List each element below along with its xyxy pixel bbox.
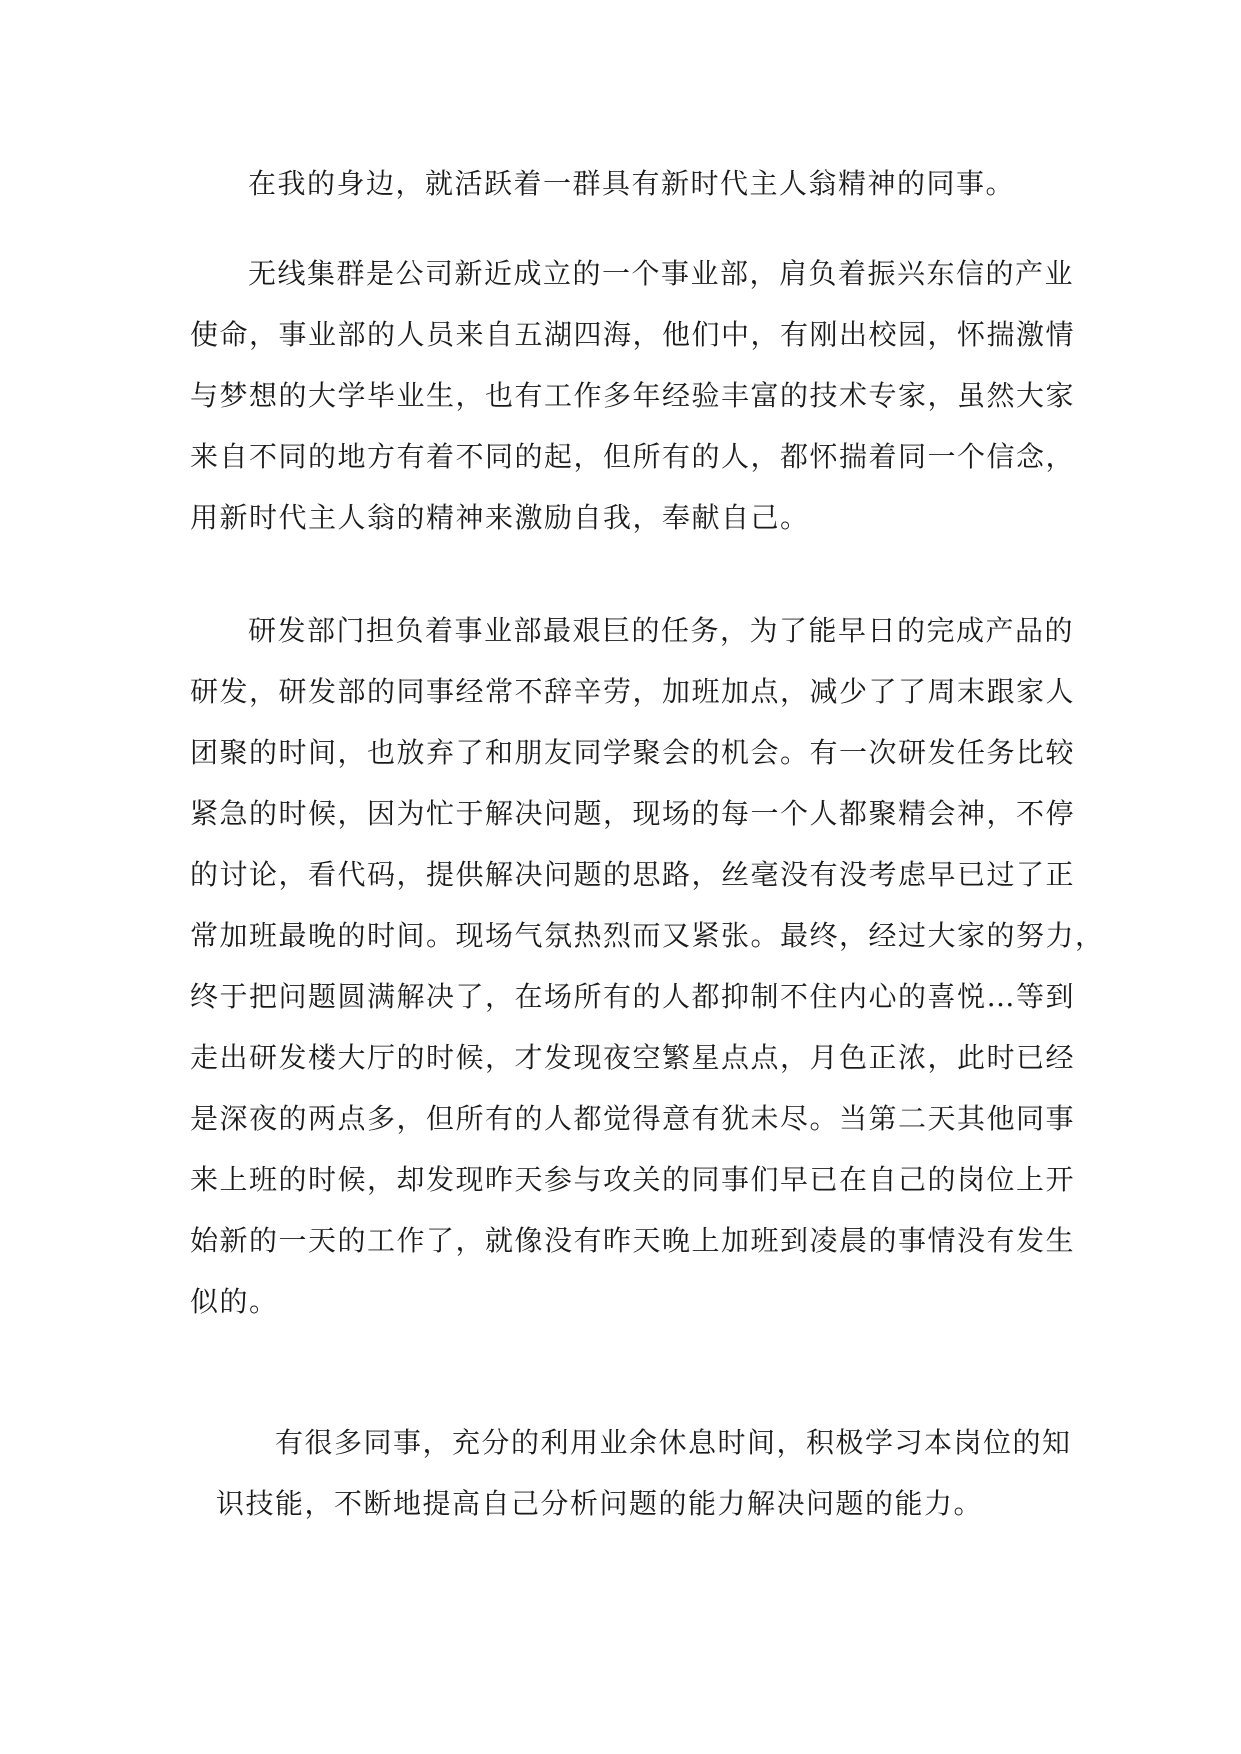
paragraph-4 bbox=[216, 1412, 1072, 1534]
paragraph-line: 团聚的时间，也放弃了和朋友同学聚会的机会。有一次研发任务比较 bbox=[190, 736, 1076, 769]
paragraph-line: 识技能，不断地提高自己分析问题的能力解决问题的能力。 bbox=[216, 1487, 984, 1520]
paragraph-line: 终于把问题圆满解决了，在场所有的人都抑制不住内心的喜悦…等到 bbox=[190, 980, 1076, 1013]
paragraph-line: 似的。 bbox=[190, 1285, 279, 1318]
paragraph-line: 来上班的时候，却发现昨天参与攻关的同事们早已在自己的岗位上开 bbox=[190, 1163, 1076, 1196]
paragraph-line: 在我的身边，就活跃着一群具有新时代主人翁精神的同事。 bbox=[248, 167, 1016, 200]
paragraph-line: 走出研发楼大厅的时候，才发现夜空繁星点点，月色正浓，此时已经 bbox=[190, 1041, 1076, 1074]
paragraph-line: 的讨论，看代码，提供解决问题的思路，丝毫没有没考虑早已过了正 bbox=[190, 858, 1076, 891]
paragraph-line: 是深夜的两点多，但所有的人都觉得意有犹未尽。当第二天其他同事 bbox=[190, 1102, 1076, 1135]
paragraph-line: 有很多同事，充分的利用业余休息时间，积极学习本岗位的知 bbox=[275, 1426, 1072, 1459]
paragraph-line: 无线集群是公司新近成立的一个事业部，肩负着振兴东信的产业 bbox=[248, 257, 1075, 290]
paragraph-line: 来自不同的地方有着不同的起，但所有的人，都怀揣着同一个信念， bbox=[190, 440, 1076, 473]
paragraph-line: 紧急的时候，因为忙于解决问题，现场的每一个人都聚精会神，不停 bbox=[190, 797, 1076, 830]
paragraph-line: 始新的一天的工作了，就像没有昨天晚上加班到凌晨的事情没有发生 bbox=[190, 1224, 1076, 1257]
paragraph-line: 与梦想的大学毕业生，也有工作多年经验丰富的技术专家，虽然大家 bbox=[190, 379, 1076, 412]
paragraph-1 bbox=[248, 153, 1015, 214]
paragraph-line: 用新时代主人翁的精神来激励自我，奉献自己。 bbox=[190, 501, 810, 534]
paragraph-2 bbox=[190, 243, 1075, 548]
paragraph-line: 常加班最晚的时间。现场气氛热烈而又紧张。最终，经过大家的努力， bbox=[190, 919, 1105, 952]
paragraph-line: 研发，研发部的同事经常不辞辛劳，加班加点，减少了了周末跟家人 bbox=[190, 675, 1076, 708]
paragraph-line: 研发部门担负着事业部最艰巨的任务，为了能早日的完成产品的 bbox=[248, 614, 1075, 647]
paragraph-3 bbox=[190, 600, 1105, 1332]
paragraph-line: 使命，事业部的人员来自五湖四海，他们中，有刚出校园，怀揣激情 bbox=[190, 318, 1076, 351]
